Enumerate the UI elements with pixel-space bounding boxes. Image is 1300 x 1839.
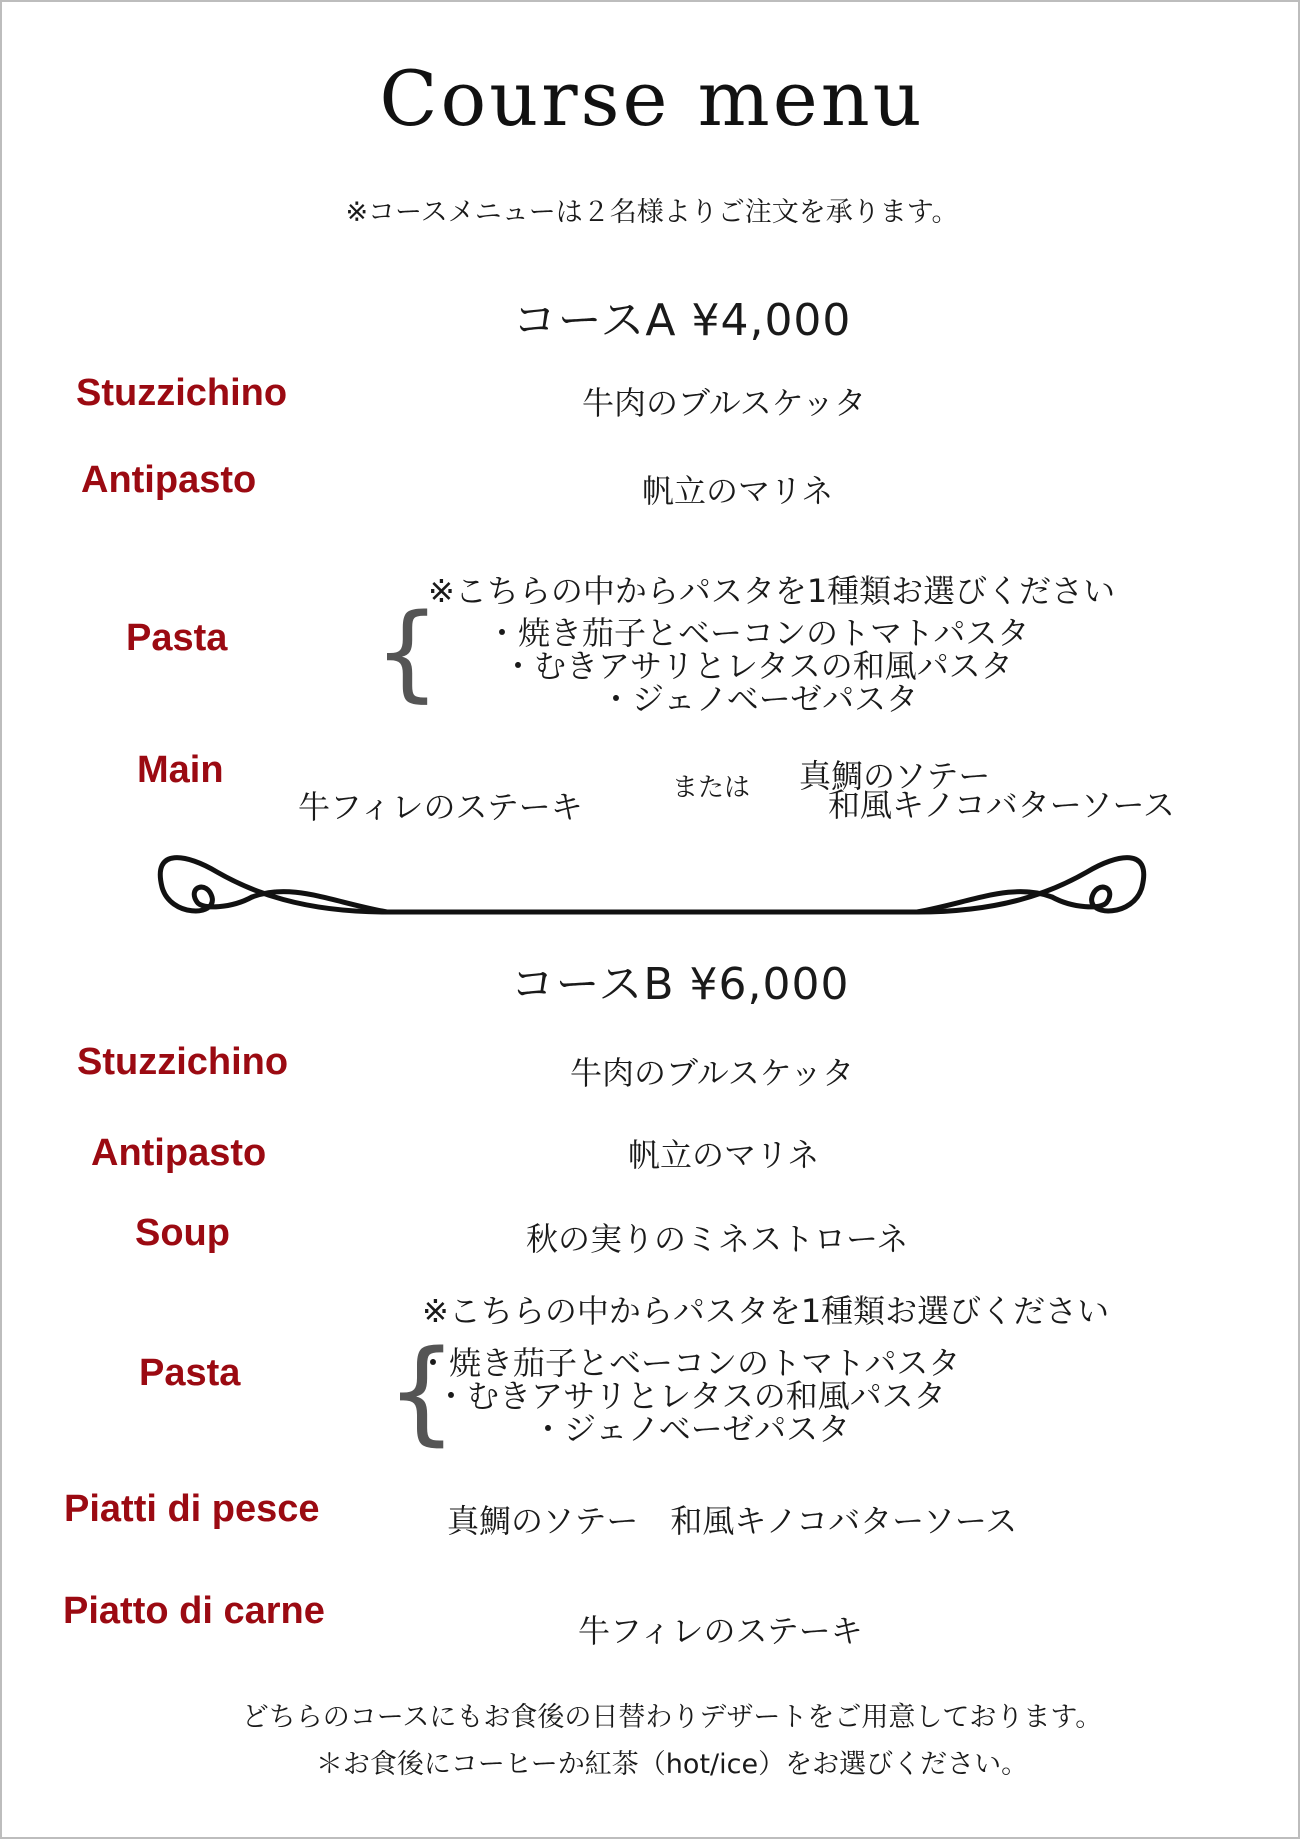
course-a-main-option-2-line-1: 真鯛のソテー <box>799 757 991 795</box>
order-notice: ※コースメニューは２名様よりご注文を承ります。 <box>345 197 959 228</box>
course-a-stuzzichino-label: Stuzzichino <box>76 372 288 414</box>
course-b-carne-label: Piatto di carne <box>63 1590 325 1632</box>
course-b-soup-dish: 秋の実りのミネストローネ <box>526 1220 909 1258</box>
course-b-pesce-label: Piatti di pesce <box>64 1488 320 1530</box>
footer-dessert-note: どちらのコースにもお食後の日替わりデザートをご用意しております。 <box>241 1702 1103 1733</box>
ornament-divider <box>2 842 1300 952</box>
course-b-pasta-option-3: ・ジェノベーゼパスタ <box>532 1410 851 1448</box>
course-a-main-option-1: 牛フィレのステーキ <box>298 788 583 826</box>
course-a-main-option-2-line-2: 和風キノコバターソース <box>828 786 1175 824</box>
course-a-main-label: Main <box>137 749 224 791</box>
course-b-pasta-option-1: ・焼き茄子とベーコンのトマトパスタ <box>417 1344 961 1382</box>
course-b-stuzzichino-label: Stuzzichino <box>77 1041 289 1083</box>
course-a-stuzzichino-dish: 牛肉のブルスケッタ <box>582 384 867 422</box>
course-b-pasta-option-2: ・むきアサリとレタスの和風パスタ <box>435 1377 946 1415</box>
course-a-heading: コースA ¥4,000 <box>512 295 852 346</box>
course-b-pesce-dish: 真鯛のソテー 和風キノコバターソース <box>447 1502 1018 1540</box>
course-b-antipasto-dish: 帆立のマリネ <box>628 1136 820 1174</box>
course-b-pasta-label: Pasta <box>139 1352 241 1394</box>
course-a-pasta-option-3: ・ジェノベーゼパスタ <box>600 680 919 718</box>
menu-title: Course menu <box>379 54 925 143</box>
course-a-antipasto-dish: 帆立のマリネ <box>642 472 834 510</box>
course-b-carne-dish: 牛フィレのステーキ <box>578 1612 863 1650</box>
course-b-heading: コースB ¥6,000 <box>510 959 850 1010</box>
course-a-pasta-note: ※こちらの中からパスタを1種類お選びください <box>428 572 1116 610</box>
course-a-pasta-brace: { <box>374 591 441 713</box>
course-a-main-or: または <box>672 773 751 803</box>
course-b-soup-label: Soup <box>135 1212 230 1254</box>
course-b-antipasto-label: Antipasto <box>91 1132 267 1174</box>
course-a-pasta-option-2: ・むきアサリとレタスの和風パスタ <box>502 647 1013 685</box>
course-b-pasta-note: ※こちらの中からパスタを1種類お選びください <box>422 1292 1110 1330</box>
course-a-pasta-label: Pasta <box>126 617 228 659</box>
course-b-stuzzichino-dish: 牛肉のブルスケッタ <box>570 1054 855 1092</box>
footer-drink-note: ＊お食後にコーヒーか紅茶（hot/ice）をお選びください。 <box>315 1749 1029 1780</box>
course-a-antipasto-label: Antipasto <box>81 459 257 501</box>
course-b-pasta-brace: { <box>386 1327 458 1457</box>
course-a-pasta-option-1: ・焼き茄子とベーコンのトマトパスタ <box>486 614 1030 652</box>
